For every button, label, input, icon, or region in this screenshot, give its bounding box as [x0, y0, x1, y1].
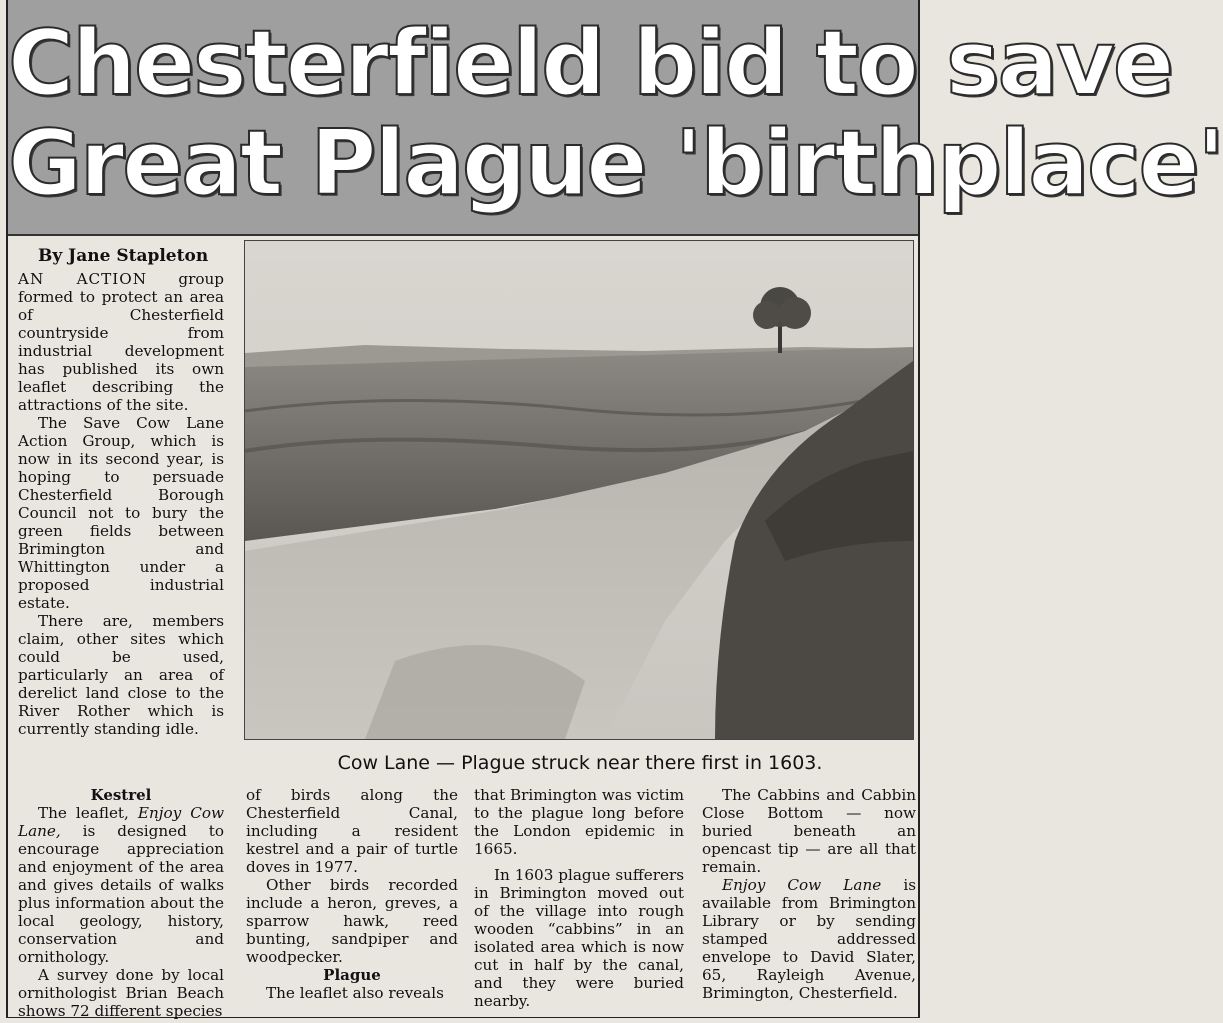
article-column-3 — [474, 786, 684, 1010]
paragraph-5: A survey done by local ornithologist Brian Beach shows 72 different species — [18, 966, 224, 1020]
subhead-plague: Plague — [323, 966, 381, 984]
photo-caption: Cow Lane — Plague struck near there first in 1603. — [337, 752, 823, 774]
leaflet-title-2: Enjoy Cow Lane — [722, 876, 882, 894]
paragraph-4-end: is designed to encourage appreciation and enjoyment of the area and gives details of walks plus information about the local geology, history, conservation and ornithology. — [18, 822, 224, 966]
paragraph-6: of birds along the Chesterfield Canal, including a resident kestrel and a pair of turtle doves in 1977. — [246, 786, 458, 876]
article-column-2 — [246, 786, 458, 1002]
paragraph-7: Other birds recorded include a heron, greves, a sparrow hawk, reed bunting, sandpiper and woodpecker. — [246, 876, 458, 966]
paragraph-12 — [702, 876, 916, 1002]
paragraph-2: The Save Cow Lane Action Group, which is now in its second year, is hoping to persuade Chesterfield Borough Council not to bury the green fields between Brimington and Whittington under a proposed industrial estate. — [18, 414, 224, 612]
article-column-1-lower — [18, 786, 224, 1020]
byline: By Jane Stapleton — [38, 246, 209, 266]
subhead-kestrel: Kestrel — [90, 786, 152, 804]
paragraph-1-lead: AN ACTION — [18, 270, 148, 288]
headline-line-2: Great Plague 'birthplace' — [8, 111, 1223, 216]
paragraph-4 — [18, 804, 224, 966]
paragraph-1 — [18, 270, 224, 414]
paragraph-12-body: is available from Brimington Library or by sending stamped addressed envelope to David Slater, 65, Rayleigh Avenue, Brimington, Chesterfield. — [702, 876, 916, 1002]
article-column-4 — [702, 786, 916, 1002]
headline-banner — [8, 0, 1223, 236]
paragraph-4-start: The leaflet, — [38, 804, 138, 822]
paragraph-8: The leaflet also reveals — [266, 984, 444, 1002]
paragraph-3: There are, members claim, other sites which could be used, particularly an area of derelict land close to the River Rother which is currently standing idle. — [18, 612, 224, 738]
paragraph-11: The Cabbins and Cabbin Close Bottom — now buried beneath an opencast tip — are all that remain. — [702, 786, 916, 876]
headline-line-1: Chesterfield bid to save — [8, 11, 1173, 116]
cow-lane-photo — [244, 240, 914, 740]
paragraph-10: In 1603 plague sufferers in Brimington moved out of the village into rough wooden “cabbins” in an isolated area which is now cut in half by the canal, and they were buried nearby. — [474, 866, 684, 1010]
photo-illustration — [245, 241, 913, 739]
paragraph-1-body: group formed to protect an area of Chesterfield countryside from industrial development has published its own leaflet describing the attractions of the site. — [18, 270, 224, 414]
leaflet-title: Enjoy Cow Lane, — [18, 804, 224, 840]
article-column-1 — [18, 270, 224, 738]
paragraph-9: that Brimington was victim to the plague long before the London epidemic in 1665. — [474, 786, 684, 858]
